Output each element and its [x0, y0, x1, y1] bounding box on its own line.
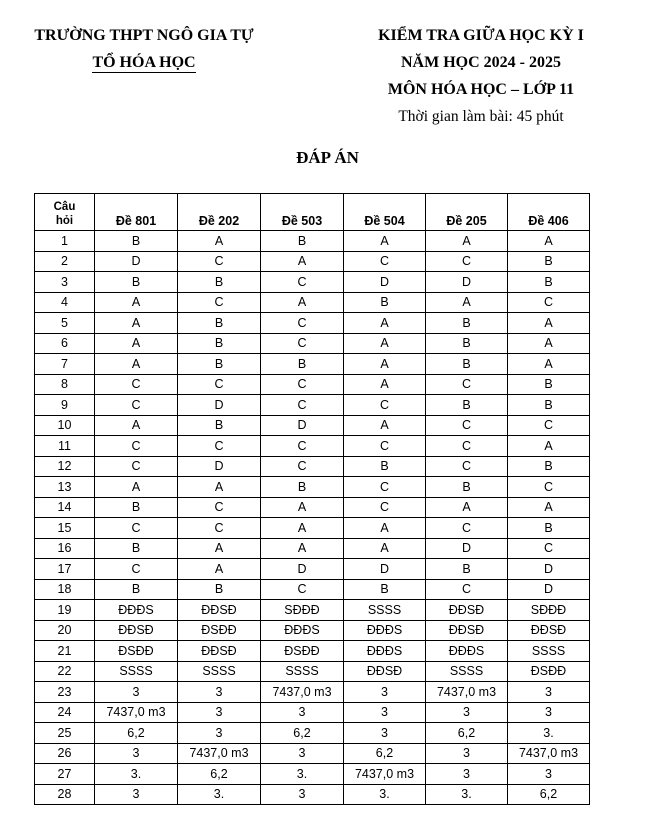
answer-key-table — [34, 193, 590, 805]
answer-cell: B — [178, 333, 261, 354]
table-row — [35, 415, 590, 436]
question-number: 19 — [35, 600, 95, 621]
school-name: TRƯỜNG THPT NGÔ GIA TỰ — [34, 27, 254, 44]
answer-cell: A — [261, 518, 344, 539]
answer-cell: C — [344, 251, 426, 272]
question-number: 2 — [35, 251, 95, 272]
answer-cell: A — [261, 251, 344, 272]
answer-cell: B — [95, 231, 178, 252]
answer-cell: B — [508, 251, 590, 272]
question-number: 20 — [35, 620, 95, 641]
table-row — [35, 354, 590, 375]
table-row — [35, 538, 590, 559]
answer-cell: 7437,0 m3 — [426, 682, 508, 703]
answer-cell: C — [426, 579, 508, 600]
question-header-line1: Câu — [53, 201, 76, 213]
answer-cell: ĐĐSĐ — [508, 620, 590, 641]
answer-cell: ĐĐSĐ — [426, 620, 508, 641]
answer-cell: D — [178, 395, 261, 416]
answer-cell: 3 — [426, 764, 508, 785]
answer-cell: 7437,0 m3 — [95, 702, 178, 723]
answer-cell: 6,2 — [426, 723, 508, 744]
answer-cell: C — [178, 497, 261, 518]
answer-cell: A — [508, 436, 590, 457]
answer-cell: C — [261, 436, 344, 457]
answer-cell: C — [178, 436, 261, 457]
exam-header — [352, 22, 610, 130]
answer-cell: B — [95, 579, 178, 600]
answer-cell: C — [178, 292, 261, 313]
question-number: 10 — [35, 415, 95, 436]
answer-cell: 3 — [344, 702, 426, 723]
answer-cell: B — [178, 272, 261, 293]
answer-cell: 3. — [261, 764, 344, 785]
answer-cell: 3. — [178, 784, 261, 805]
answer-cell: C — [95, 559, 178, 580]
answer-cell: A — [344, 538, 426, 559]
column-header: Đề 801 — [95, 194, 178, 231]
answer-cell: B — [508, 374, 590, 395]
answer-cell: B — [261, 354, 344, 375]
answer-cell: D — [261, 559, 344, 580]
answer-cell: 6,2 — [508, 784, 590, 805]
answer-cell: A — [95, 354, 178, 375]
answer-cell: ĐĐĐS — [426, 641, 508, 662]
question-column-header — [35, 194, 95, 231]
answer-cell: A — [426, 231, 508, 252]
answer-cell: B — [426, 313, 508, 334]
table-header-row — [35, 194, 590, 231]
answer-cell: B — [95, 272, 178, 293]
answer-cell: C — [508, 538, 590, 559]
answer-cell: A — [95, 313, 178, 334]
answer-cell: A — [508, 333, 590, 354]
answer-cell: B — [178, 354, 261, 375]
table-row — [35, 374, 590, 395]
question-number: 3 — [35, 272, 95, 293]
table-row — [35, 497, 590, 518]
answer-cell: C — [426, 415, 508, 436]
question-number: 18 — [35, 579, 95, 600]
answer-cell: SSSS — [178, 661, 261, 682]
table-row — [35, 456, 590, 477]
question-number: 7 — [35, 354, 95, 375]
answer-cell: B — [344, 579, 426, 600]
answer-cell: A — [95, 292, 178, 313]
answer-cell: 6,2 — [178, 764, 261, 785]
answer-cell: ĐSĐĐ — [261, 641, 344, 662]
answer-cell: 3 — [261, 784, 344, 805]
answer-cell: A — [508, 497, 590, 518]
answer-cell: C — [508, 415, 590, 436]
table-row — [35, 723, 590, 744]
question-number: 25 — [35, 723, 95, 744]
answer-cell: A — [344, 313, 426, 334]
answer-cell: 7437,0 m3 — [178, 743, 261, 764]
answer-cell: A — [508, 231, 590, 252]
question-number: 27 — [35, 764, 95, 785]
answer-cell: ĐSĐĐ — [508, 661, 590, 682]
answer-cell: 7437,0 m3 — [261, 682, 344, 703]
answer-cell: 3 — [178, 723, 261, 744]
answer-cell: SSSS — [426, 661, 508, 682]
answer-cell: C — [426, 456, 508, 477]
table-row — [35, 743, 590, 764]
answer-cell: ĐĐSĐ — [344, 661, 426, 682]
answer-cell: C — [261, 333, 344, 354]
answer-cell: 3 — [95, 682, 178, 703]
question-number: 17 — [35, 559, 95, 580]
answer-cell: A — [95, 477, 178, 498]
answer-cell: ĐĐSĐ — [426, 600, 508, 621]
answer-cell: A — [261, 292, 344, 313]
answer-cell: C — [426, 518, 508, 539]
answer-cell: C — [344, 477, 426, 498]
answer-cell: ĐSĐĐ — [95, 641, 178, 662]
table-row — [35, 272, 590, 293]
answer-cell: SSSS — [344, 600, 426, 621]
answer-cell: B — [426, 477, 508, 498]
answer-cell: 3 — [261, 743, 344, 764]
answer-cell: D — [178, 456, 261, 477]
answer-cell: 3. — [344, 784, 426, 805]
answer-cell: 3. — [426, 784, 508, 805]
school-year: NĂM HỌC 2024 - 2025 — [401, 54, 561, 71]
answer-cell: SSSS — [261, 661, 344, 682]
answer-cell: C — [344, 497, 426, 518]
question-number: 9 — [35, 395, 95, 416]
table-row — [35, 661, 590, 682]
answer-cell: B — [426, 395, 508, 416]
answer-cell: C — [261, 395, 344, 416]
answer-cell: B — [178, 579, 261, 600]
table-row — [35, 620, 590, 641]
answer-cell: B — [95, 538, 178, 559]
answer-cell: B — [508, 272, 590, 293]
department-name: TỔ HÓA HỌC — [92, 54, 196, 71]
answer-cell: A — [344, 231, 426, 252]
answer-cell: D — [426, 272, 508, 293]
table-row — [35, 395, 590, 416]
answer-cell: B — [426, 354, 508, 375]
answer-cell: SĐĐĐ — [261, 600, 344, 621]
answer-cell: A — [508, 354, 590, 375]
answer-cell: ĐĐSĐ — [95, 620, 178, 641]
answer-cell: 3 — [508, 764, 590, 785]
question-number: 13 — [35, 477, 95, 498]
answer-cell: B — [261, 477, 344, 498]
answer-cell: B — [508, 395, 590, 416]
answer-cell: B — [344, 292, 426, 313]
table-row — [35, 682, 590, 703]
answer-cell: C — [178, 374, 261, 395]
column-header: Đề 202 — [178, 194, 261, 231]
answer-cell: C — [344, 436, 426, 457]
question-number: 1 — [35, 231, 95, 252]
table-row — [35, 333, 590, 354]
answer-cell: A — [95, 333, 178, 354]
answer-cell: 6,2 — [261, 723, 344, 744]
answer-cell: 3 — [344, 682, 426, 703]
table-row — [35, 641, 590, 662]
exam-title: KIỂM TRA GIỮA HỌC KỲ I — [378, 27, 584, 44]
answer-cell: ĐĐĐS — [95, 600, 178, 621]
question-number: 4 — [35, 292, 95, 313]
table-row — [35, 518, 590, 539]
table-row — [35, 600, 590, 621]
answer-cell: C — [95, 518, 178, 539]
subject: MÔN HÓA HỌC – LỚP 11 — [387, 81, 575, 98]
answer-cell: ĐSĐĐ — [178, 620, 261, 641]
answer-cell: B — [95, 497, 178, 518]
answer-cell: 7437,0 m3 — [508, 743, 590, 764]
question-number: 15 — [35, 518, 95, 539]
table-row — [35, 251, 590, 272]
answer-cell: 3 — [95, 743, 178, 764]
answer-cell: A — [344, 374, 426, 395]
answer-cell: A — [344, 518, 426, 539]
answer-cell: A — [344, 354, 426, 375]
school-header — [14, 22, 274, 76]
answer-cell: D — [344, 559, 426, 580]
answer-cell: 3 — [426, 743, 508, 764]
answer-cell: A — [178, 477, 261, 498]
question-number: 12 — [35, 456, 95, 477]
table-row — [35, 702, 590, 723]
answer-rows — [35, 231, 590, 805]
answer-cell: 6,2 — [344, 743, 426, 764]
answer-cell: 3 — [261, 702, 344, 723]
answer-cell: 3 — [95, 784, 178, 805]
answer-cell: ĐĐSĐ — [178, 641, 261, 662]
question-number: 22 — [35, 661, 95, 682]
table-row — [35, 784, 590, 805]
answer-cell: C — [426, 251, 508, 272]
question-header-line2: hỏi — [55, 215, 74, 227]
answer-cell: B — [508, 518, 590, 539]
answer-cell: C — [344, 395, 426, 416]
exam-duration: Thời gian làm bài: 45 phút — [398, 108, 564, 125]
answer-cell: B — [426, 333, 508, 354]
question-number: 14 — [35, 497, 95, 518]
answer-cell: 3. — [508, 723, 590, 744]
answer-cell: D — [508, 559, 590, 580]
answer-cell: SSSS — [95, 661, 178, 682]
answer-cell: A — [426, 497, 508, 518]
answer-cell: C — [261, 456, 344, 477]
answer-cell: D — [508, 579, 590, 600]
table-row — [35, 559, 590, 580]
answer-cell: B — [261, 231, 344, 252]
column-header: Đề 205 — [426, 194, 508, 231]
question-number: 21 — [35, 641, 95, 662]
answer-cell: C — [261, 272, 344, 293]
answer-cell: D — [261, 415, 344, 436]
question-number: 11 — [35, 436, 95, 457]
column-header: Đề 504 — [344, 194, 426, 231]
answer-cell: C — [95, 374, 178, 395]
question-number: 6 — [35, 333, 95, 354]
answer-cell: 3 — [508, 682, 590, 703]
table-row — [35, 231, 590, 252]
answer-cell: 3 — [178, 702, 261, 723]
answer-cell: D — [344, 272, 426, 293]
answer-cell: B — [178, 415, 261, 436]
answer-cell: C — [261, 579, 344, 600]
answer-cell: B — [178, 313, 261, 334]
answer-cell: C — [95, 436, 178, 457]
answer-cell: A — [426, 292, 508, 313]
answer-cell: A — [344, 415, 426, 436]
answer-cell: C — [508, 292, 590, 313]
answer-cell: SĐĐĐ — [508, 600, 590, 621]
answer-cell: C — [178, 518, 261, 539]
answer-cell: 3. — [95, 764, 178, 785]
answer-cell: C — [426, 374, 508, 395]
answer-cell: C — [178, 251, 261, 272]
answer-cell: C — [508, 477, 590, 498]
answer-cell: ĐĐĐS — [261, 620, 344, 641]
table-row — [35, 292, 590, 313]
answer-cell: B — [344, 456, 426, 477]
answer-cell: 3 — [178, 682, 261, 703]
answer-cell: 3 — [426, 702, 508, 723]
answer-cell: 3 — [508, 702, 590, 723]
question-number: 24 — [35, 702, 95, 723]
question-number: 28 — [35, 784, 95, 805]
answer-cell: A — [344, 333, 426, 354]
answer-cell: C — [261, 374, 344, 395]
answer-cell: A — [178, 538, 261, 559]
question-number: 26 — [35, 743, 95, 764]
answer-cell: ĐĐĐS — [344, 620, 426, 641]
question-number: 8 — [35, 374, 95, 395]
answer-cell: C — [95, 395, 178, 416]
table-row — [35, 579, 590, 600]
answer-cell: ĐĐSĐ — [178, 600, 261, 621]
answer-cell: SSSS — [508, 641, 590, 662]
answer-cell: A — [178, 231, 261, 252]
table-row — [35, 313, 590, 334]
page-title: ĐÁP ÁN — [296, 148, 359, 167]
answer-cell: A — [261, 497, 344, 518]
table-row — [35, 764, 590, 785]
answer-cell: D — [95, 251, 178, 272]
answer-cell: A — [508, 313, 590, 334]
answer-cell: B — [508, 456, 590, 477]
question-number: 5 — [35, 313, 95, 334]
question-number: 16 — [35, 538, 95, 559]
answer-cell: C — [426, 436, 508, 457]
answer-cell: D — [426, 538, 508, 559]
answer-cell: ĐĐĐS — [344, 641, 426, 662]
answer-cell: 7437,0 m3 — [344, 764, 426, 785]
column-header: Đề 503 — [261, 194, 344, 231]
answer-cell: A — [178, 559, 261, 580]
answer-cell: 3 — [344, 723, 426, 744]
table-row — [35, 436, 590, 457]
answer-cell: A — [261, 538, 344, 559]
question-number: 23 — [35, 682, 95, 703]
table-row — [35, 477, 590, 498]
answer-cell: A — [95, 415, 178, 436]
answer-cell: B — [426, 559, 508, 580]
answer-cell: C — [261, 313, 344, 334]
answer-cell: C — [95, 456, 178, 477]
column-header: Đề 406 — [508, 194, 590, 231]
answer-cell: 6,2 — [95, 723, 178, 744]
